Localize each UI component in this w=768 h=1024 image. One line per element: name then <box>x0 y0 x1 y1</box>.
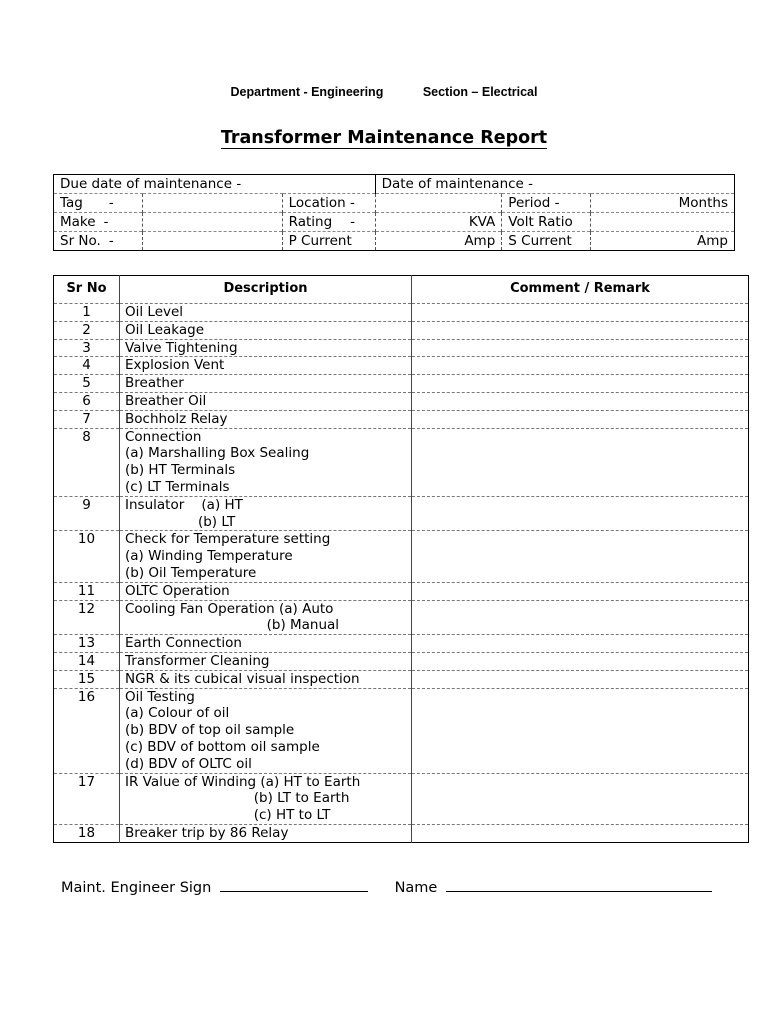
row-sr-no: 18 <box>54 824 120 842</box>
table-row <box>54 582 749 600</box>
location-value[interactable] <box>375 194 502 213</box>
table-row <box>54 773 749 824</box>
row-sr-no: 10 <box>54 531 120 582</box>
description-line: Connection <box>125 428 202 445</box>
s-current-label: S Current <box>502 232 591 251</box>
row-remark-field[interactable] <box>412 339 749 357</box>
description-line: Breather <box>125 375 184 392</box>
description-line: (a) Winding Temperature <box>125 548 293 565</box>
row-description <box>120 688 412 773</box>
description-line: Valve Tightening <box>125 339 238 356</box>
row-sr-no: 9 <box>54 496 120 531</box>
table-row <box>54 688 749 773</box>
description-line: (c) HT to LT <box>125 807 331 824</box>
table-row <box>54 392 749 410</box>
p-current-label: P Current <box>282 232 375 251</box>
row-description <box>120 670 412 688</box>
description-line: (b) Oil Temperature <box>125 564 257 581</box>
tag-value[interactable] <box>142 194 282 213</box>
table-row <box>54 652 749 670</box>
row-description <box>120 582 412 600</box>
title-text: Transformer Maintenance Report <box>220 128 548 148</box>
description-line: Oil Level <box>125 304 184 320</box>
row-description <box>120 652 412 670</box>
description-line: Breather Oil <box>125 392 207 409</box>
row-remark-field[interactable] <box>412 531 749 582</box>
description-line: (c) LT Terminals <box>125 478 230 495</box>
s-current-unit: Amp <box>591 232 735 251</box>
row-sr-no: 15 <box>54 670 120 688</box>
description-line: Check for Temperature setting <box>125 531 331 548</box>
info-row <box>54 175 735 194</box>
table-row <box>54 339 749 357</box>
row-description <box>120 410 412 428</box>
department-label: Department - Engineering <box>230 85 384 99</box>
row-remark-field[interactable] <box>412 428 749 496</box>
description-line: Cooling Fan Operation (a) Auto <box>125 600 334 617</box>
transformer-info-table <box>53 174 735 251</box>
table-row <box>54 496 749 531</box>
row-description <box>120 304 412 322</box>
name-line[interactable] <box>446 879 712 892</box>
description-line: (b) Manual <box>125 617 340 634</box>
description-line: (a) Colour of oil <box>125 705 230 722</box>
page-title <box>0 128 768 148</box>
row-remark-field[interactable] <box>412 688 749 773</box>
description-line: (d) BDV of OLTC oil <box>125 755 252 772</box>
row-sr-no: 12 <box>54 600 120 635</box>
row-remark-field[interactable] <box>412 824 749 842</box>
volt-ratio-value[interactable] <box>591 213 735 232</box>
row-sr-no: 14 <box>54 652 120 670</box>
description-line: (b) BDV of top oil sample <box>125 722 295 739</box>
description-line: (b) HT Terminals <box>125 462 236 479</box>
description-line: Earth Connection <box>125 635 242 652</box>
row-sr-no: 2 <box>54 321 120 339</box>
table-row <box>54 410 749 428</box>
description-line: Insulator (a) HT <box>125 496 243 513</box>
maintenance-checklist-table <box>53 275 749 843</box>
column-header-description: Description <box>120 276 412 304</box>
volt-ratio-label: Volt Ratio <box>502 213 591 232</box>
info-row <box>54 213 735 232</box>
table-row <box>54 600 749 635</box>
make-label: Make - <box>54 213 143 232</box>
description-line: Oil Leakage <box>125 321 205 338</box>
document-header <box>0 85 768 99</box>
row-remark-field[interactable] <box>412 304 749 322</box>
name-label: Name <box>394 880 438 896</box>
row-sr-no: 4 <box>54 357 120 375</box>
date-of-maintenance-field[interactable]: Date of maintenance - <box>375 175 734 194</box>
table-row <box>54 824 749 842</box>
row-description <box>120 773 412 824</box>
table-row <box>54 375 749 393</box>
description-line: NGR & its cubical visual inspection <box>125 670 360 687</box>
row-sr-no: 7 <box>54 410 120 428</box>
rating-label: Rating - <box>282 213 375 232</box>
row-remark-field[interactable] <box>412 652 749 670</box>
section-label: Section – Electrical <box>422 85 538 99</box>
description-line: Oil Testing <box>125 688 195 705</box>
row-sr-no: 17 <box>54 773 120 824</box>
signature-footer <box>61 879 712 896</box>
description-line: (a) Marshalling Box Sealing <box>125 445 310 462</box>
row-remark-field[interactable] <box>412 410 749 428</box>
engineer-sign-label: Maint. Engineer Sign <box>61 880 212 896</box>
row-description <box>120 824 412 842</box>
row-description <box>120 428 412 496</box>
make-value[interactable] <box>142 213 282 232</box>
info-row <box>54 232 735 251</box>
row-remark-field[interactable] <box>412 321 749 339</box>
row-sr-no: 6 <box>54 392 120 410</box>
period-label: Period - <box>502 194 591 213</box>
column-header-sr-no: Sr No <box>66 281 107 297</box>
row-remark-field[interactable] <box>412 375 749 393</box>
location-label: Location - <box>282 194 375 213</box>
row-remark-field[interactable] <box>412 357 749 375</box>
column-header-remark: Comment / Remark <box>412 276 749 304</box>
months-unit: Months <box>591 194 735 213</box>
row-sr-no: 16 <box>54 688 120 773</box>
row-description <box>120 339 412 357</box>
description-line: Breaker trip by 86 Relay <box>125 824 289 841</box>
row-sr-no: 1 <box>54 304 120 322</box>
table-row <box>54 304 749 322</box>
description-line: (b) LT to Earth <box>125 790 350 807</box>
row-remark-field[interactable] <box>412 635 749 653</box>
row-description <box>120 600 412 635</box>
row-description <box>120 321 412 339</box>
description-line: Explosion Vent <box>125 357 225 374</box>
sr-no-label: Sr No. - <box>54 232 143 251</box>
row-remark-field[interactable] <box>412 392 749 410</box>
row-remark-field[interactable] <box>412 670 749 688</box>
tag-label: Tag - <box>54 194 143 213</box>
row-remark-field[interactable] <box>412 496 749 531</box>
p-current-unit: Amp <box>375 232 502 251</box>
description-line: Bochholz Relay <box>125 410 228 427</box>
table-row <box>54 428 749 496</box>
description-line: (c) BDV of bottom oil sample <box>125 738 320 755</box>
row-sr-no: 3 <box>54 339 120 357</box>
description-line: (b) LT <box>125 513 236 530</box>
info-row <box>54 194 735 213</box>
due-date-field[interactable]: Due date of maintenance - <box>60 176 242 192</box>
kva-unit: KVA <box>375 213 502 232</box>
table-row <box>54 321 749 339</box>
row-description <box>120 531 412 582</box>
engineer-sign-line[interactable] <box>220 879 368 892</box>
row-remark-field[interactable] <box>412 773 749 824</box>
table-row <box>54 531 749 582</box>
description-line: Transformer Cleaning <box>125 652 270 669</box>
row-remark-field[interactable] <box>412 600 749 635</box>
table-row <box>54 670 749 688</box>
row-description <box>120 357 412 375</box>
row-description <box>120 392 412 410</box>
row-description <box>120 375 412 393</box>
row-sr-no: 11 <box>54 582 120 600</box>
row-description <box>120 496 412 531</box>
sr-no-value[interactable] <box>142 232 282 251</box>
table-header-row <box>54 276 749 304</box>
description-line: IR Value of Winding (a) HT to Earth <box>125 773 361 790</box>
row-sr-no: 13 <box>54 635 120 653</box>
row-sr-no: 5 <box>54 375 120 393</box>
description-line: OLTC Operation <box>125 582 230 599</box>
table-row <box>54 635 749 653</box>
row-sr-no: 8 <box>54 428 120 496</box>
row-description <box>120 635 412 653</box>
row-remark-field[interactable] <box>412 582 749 600</box>
table-row <box>54 357 749 375</box>
